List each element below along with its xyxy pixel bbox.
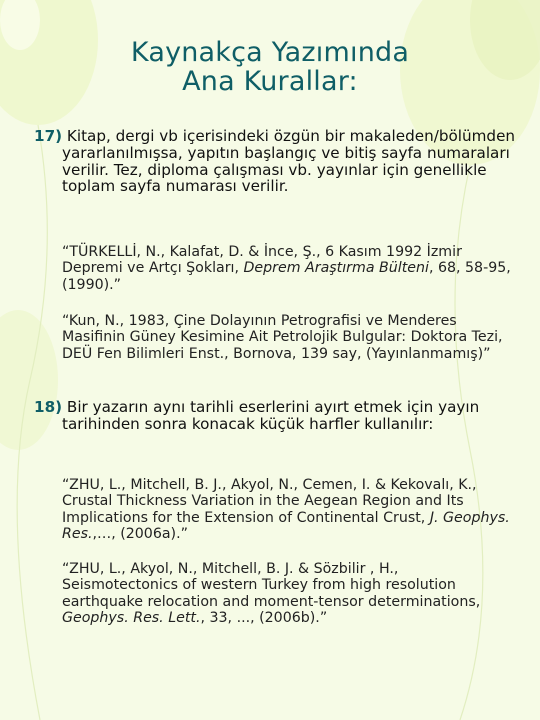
reference-example-3: [62, 477, 512, 543]
reference-journal: J. Geophys. Res.: [62, 509, 510, 543]
reference-example-2: [62, 313, 512, 362]
reference-example-1: [62, 244, 512, 293]
rule-number: 17): [34, 127, 63, 145]
reference-text-end: , 68, 58-95, (1990).”: [62, 260, 511, 293]
reference-journal: Geophys. Res. Lett.: [62, 610, 201, 627]
rule-number: 18): [34, 398, 63, 416]
rule-text: Bir yazarın aynı tarihli eserlerini ayırt etmek için yayın tarihinden sonra konacak küçük harfler kullanılır:: [62, 398, 480, 433]
reference-text: “Kun, N., 1983, Çine Dolayının Petrografisi ve Menderes Masifinin Güney Kesimine Ait Petrolojik Bulgular: Doktora Tezi, DEÜ Fen Bilimleri Enst., Bornova, 139 say, (Yayınlanmamış)”: [62, 313, 503, 362]
slide-title: [40, 38, 500, 96]
reference-text-end: ,…, (2006a).”: [92, 526, 188, 543]
reference-text: “ZHU, L., Mitchell, B. J., Akyol, N., Cemen, I. & Kekovalı, K., Crustal Thickness Variation in the Aegean Region and Its Implications for the Extension of Continental Crust,: [62, 477, 477, 526]
reference-text-end: , 33, ..., (2006b).”: [200, 610, 328, 627]
reference-text: “TÜRKELLİ, N., Kalafat, D. & İnce, Ş., 6 Kasım 1992 İzmir Depremi ve Artçı Şokları,: [62, 244, 462, 277]
reference-example-4: [62, 561, 512, 627]
rule-item-17: [34, 128, 540, 195]
reference-journal: Deprem Araştırma Bülteni: [243, 260, 429, 277]
title-line-2: Ana Kurallar:: [182, 66, 358, 97]
rule-text: Kitap, dergi vb içerisindeki özgün bir makaleden/bölümden yararlanılmışsa, yapıtın başlangıç ve bitiş sayfa numaraları verilir. Tez, diploma çalışması vb. yayınlar için genellikle toplam sayfa numarası verilir.: [62, 127, 516, 196]
rule-item-18: [34, 399, 540, 433]
title-line-1: Kaynakça Yazımında: [130, 37, 410, 68]
reference-text: “ZHU, L., Akyol, N., Mitchell, B. J. & Sözbilir , H., Seismotectonics of western Turkey from high resolution earthquake relocation and moment-tensor determinations,: [62, 561, 481, 610]
